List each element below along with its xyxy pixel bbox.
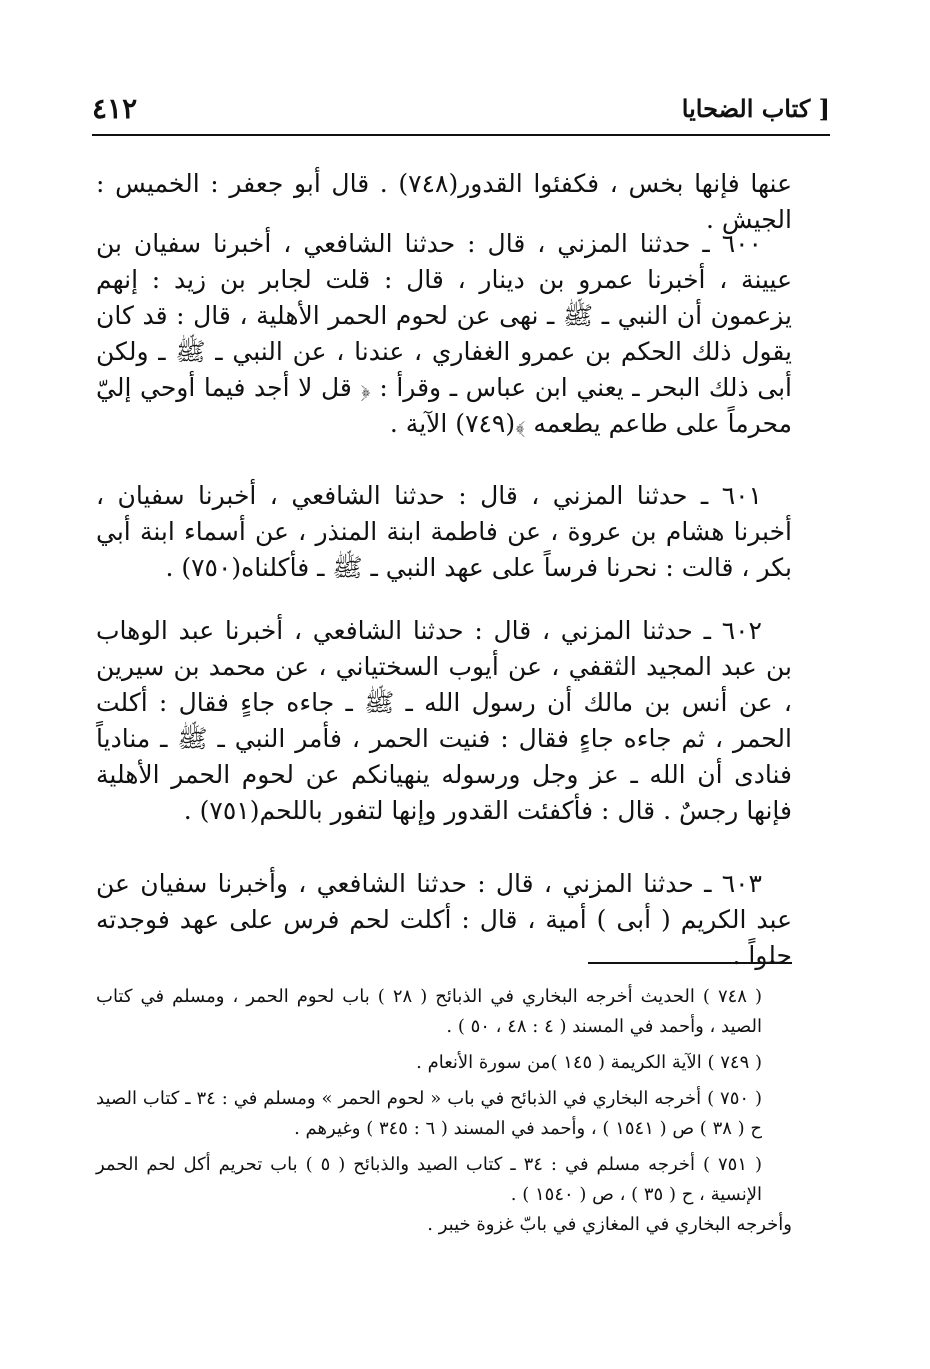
footnotes	[96, 982, 792, 1246]
header-divider	[92, 134, 830, 136]
hadith-602	[96, 613, 792, 829]
footnote-749: ( ٧٤٩ ) الآية الكريمة ( ١٤٥ )من سورة الأنعام .	[416, 1052, 762, 1073]
paragraph-text	[96, 613, 792, 829]
footnote-751-continuation: وأخرجه البخاري في المغازي في بابّ غزوة خيبر .	[427, 1214, 792, 1235]
hadith-603	[96, 866, 792, 974]
hadith-text: ٦٠١ ـ حدثنا المزني ، قال : حدثنا الشافعي ، أخبرنا سفيان ، أخبرنا هشام بن عروة ، عن فاطمة ابنة المنذر ، عن أسماء ابنة أبي بكر ، قالت : نحرنا فرساً على عهد النبي ـ ﷺ ـ فأكلناه(٧٥٠) .	[96, 481, 792, 582]
page-number: ٤١٢	[92, 92, 138, 125]
footnote-751: ( ٧٥١ ) أخرجه مسلم في : ٣٤ ـ كتاب الصيد والذبائح ( ٥ ) باب تحريم أكل لحم الحمر الإنسية ، ح ( ٣٥ ) ، ص ( ١٥٤٠ ) .	[96, 1154, 763, 1205]
footnote-divider	[588, 962, 792, 964]
chapter-title: [ كتاب الضحايا	[681, 94, 830, 123]
paragraph-text	[96, 478, 792, 586]
paragraph-text	[96, 866, 792, 974]
paragraph-text	[96, 226, 792, 442]
hadith-601	[96, 478, 792, 586]
paragraph-text: عنها فإنها بخس ، فكفئوا القدور(٧٤٨) . قال أبو جعفر : الخميس : الجيش .	[96, 169, 793, 234]
hadith-text: ٦٠٠ ـ حدثنا المزني ، قال : حدثنا الشافعي ، أخبرنا سفيان بن عيينة ، أخبرنا عمرو بن دينار ، قال : قلت لجابر بن زيد : إنهم يزعمون أن النبي ـ ﷺ ـ نهى عن لحوم الحمر الأهلية ، قال : قد كان يقول ذلك الحكم بن عمرو الغفاري ، عندنا ، عن النبي ـ ﷺ ـ ولكن أبى ذلك البحر ـ يعني ابن عباس ـ وقرأ : ﴿ قل لا أجد فيما أوحي إليّ محرماً على طاعم يطعمه ﴾(٧٤٩) الآية .	[96, 229, 792, 438]
hadith-text: ٦٠٢ ـ حدثنا المزني ، قال : حدثنا الشافعي ، أخبرنا عبد الوهاب بن عبد المجيد الثقفي ، عن أيوب السختياني ، عن محمد بن سيرين ، عن أنس بن مالك أن رسول الله ـ ﷺ ـ جاءه جاءٍ فقال : أكلت الحمر ، ثم جاءه جاءٍ فقال : فنيت الحمر ، فأمر النبي ـ ﷺ ـ منادياً فنادى أن الله ـ عز وجل ورسوله ينهيانكم عن لحوم الحمر الأهلية فإنها رجسٌ . قال : فأكفئت القدور وإنها لتفور باللحم(٧٥١) .	[96, 616, 792, 825]
hadith-text: ٦٠٣ ـ حدثنا المزني ، قال : حدثنا الشافعي ، وأخبرنا سفيان عن عبد الكريم ( أبى ) أمية ، قال : أكلت لحم فرس على عهد فوجدته حلواً .	[96, 869, 792, 970]
footnote-748: ( ٧٤٨ ) الحديث أخرجه البخاري في الذبائح ( ٢٨ ) باب لحوم الحمر ، ومسلم في كتاب الصيد ، وأحمد في المسند ( ٤ : ٤٨ ، ٥٠ ) .	[96, 986, 763, 1037]
hadith-600	[96, 226, 792, 442]
page-header	[92, 84, 830, 132]
footnote-750: ( ٧٥٠ ) أخرجه البخاري في الذبائح في باب « لحوم الحمر » ومسلم في : ٣٤ ـ كتاب الصيد ح ( ٣٨ ) ص ( ١٥٤١ ) ، وأحمد في المسند ( ٦ : ٣٤٥ ) وغيرهم .	[96, 1088, 763, 1139]
